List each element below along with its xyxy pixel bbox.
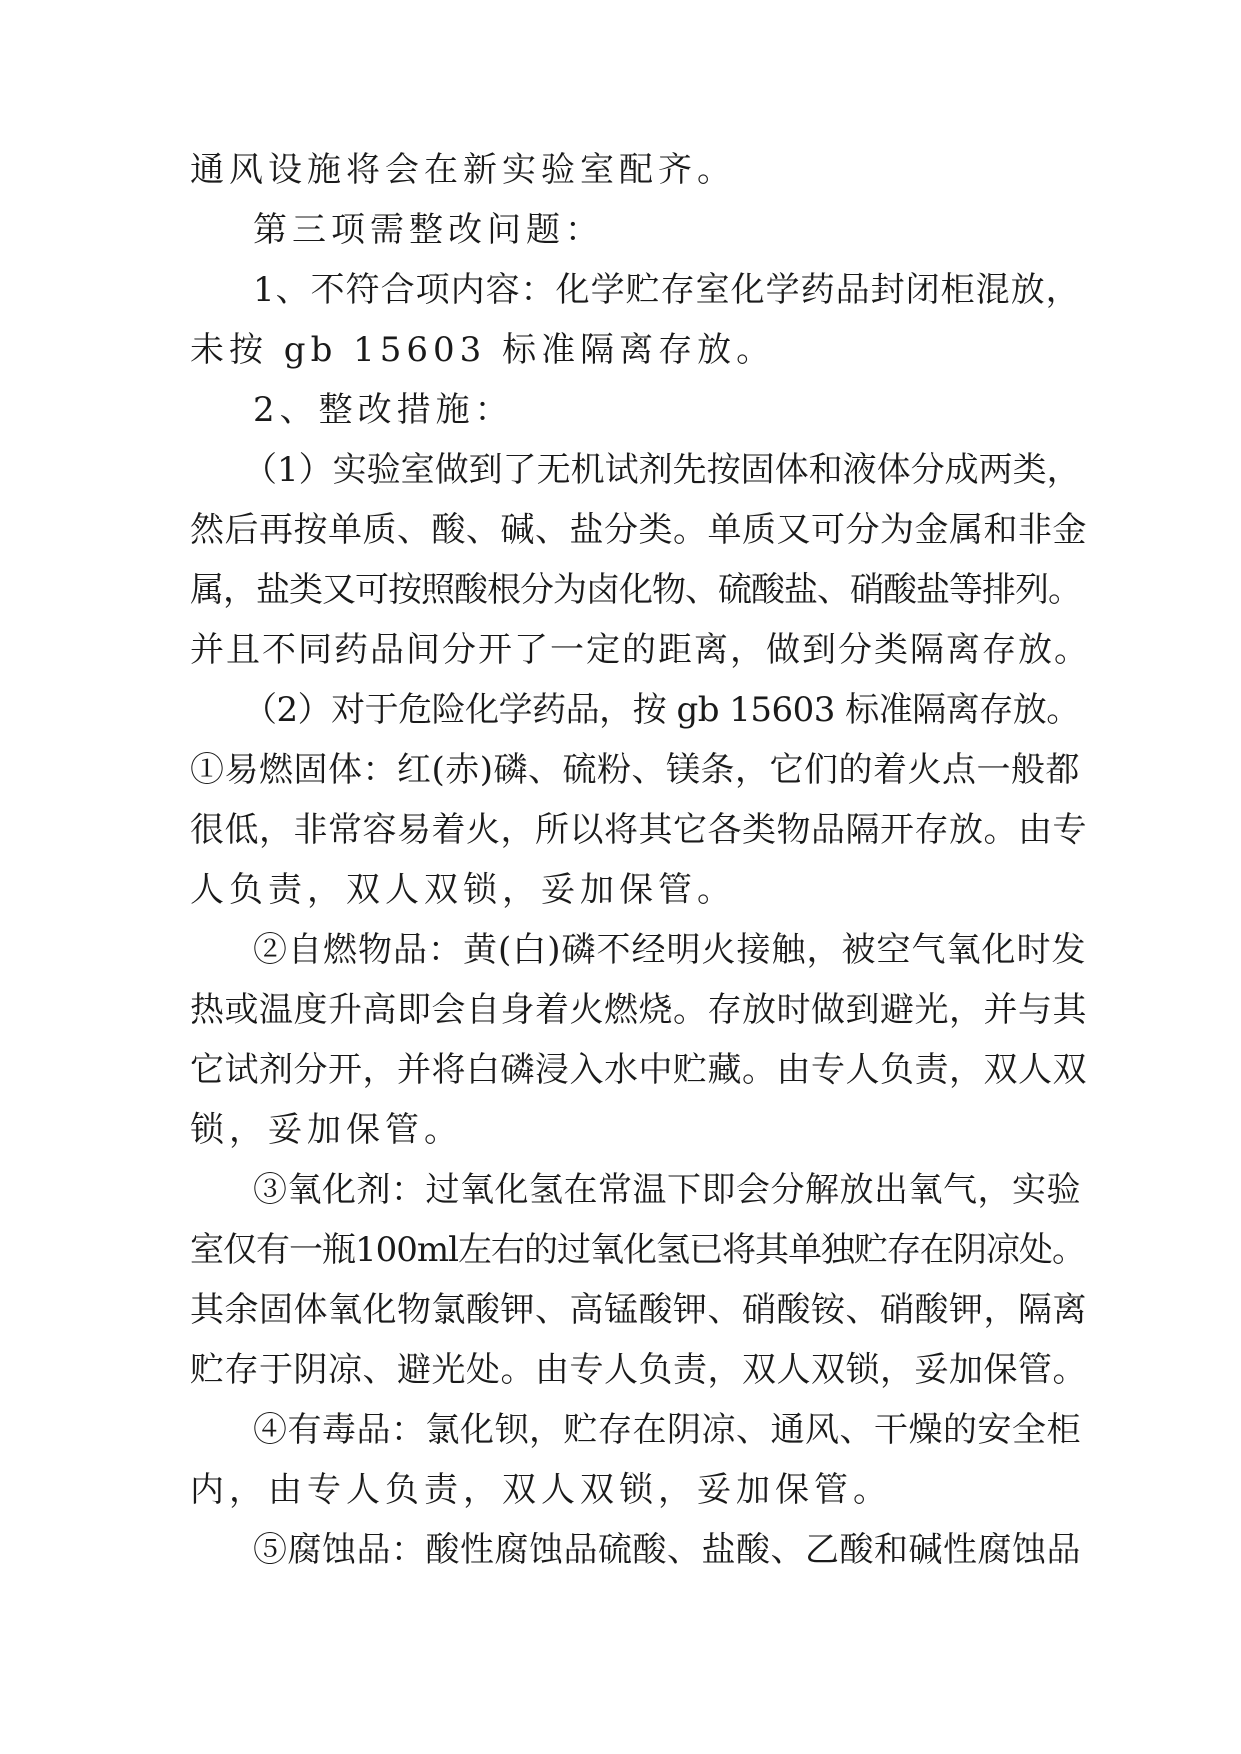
text-line: 属，盐类又可按照酸根分为卤化物、硫酸盐、硝酸盐等排列。 bbox=[190, 570, 1081, 610]
text-line: 通风设施将会在新实验室配齐。 bbox=[190, 150, 736, 190]
text-line: （2）对于危险化学药品，按 gb 15603 标准隔离存放。 bbox=[243, 690, 1080, 730]
text-line: ②自燃物品：黄(白)磷不经明火接触，被空气氧化时发 bbox=[253, 930, 1087, 970]
text-line: 贮存于阴凉、避光处。由专人负责，双人双锁，妥加保管。 bbox=[190, 1350, 1087, 1390]
text-line: 然后再按单质、酸、碱、盐分类。单质又可分为金属和非金 bbox=[190, 510, 1087, 550]
text-line: ③氧化剂：过氧化氢在常温下即会分解放出氧气，实验 bbox=[253, 1170, 1081, 1210]
text-line: 热或温度升高即会自身着火燃烧。存放时做到避光，并与其 bbox=[190, 990, 1087, 1030]
text-line: 2、整改措施： bbox=[253, 390, 514, 430]
text-line: ①易燃固体：红(赤)磷、硫粉、镁条，它们的着火点一般都 bbox=[190, 750, 1081, 790]
text-line: ⑤腐蚀品：酸性腐蚀品硫酸、盐酸、乙酸和碱性腐蚀品 bbox=[253, 1530, 1081, 1570]
text-line: （1）实验室做到了无机试剂先按固体和液体分成两类， bbox=[243, 450, 1081, 490]
text-line: 并且不同药品间分开了一定的距离，做到分类隔离存放。 bbox=[190, 630, 1090, 670]
text-line: 它试剂分开，并将白磷浸入水中贮藏。由专人负责，双人双 bbox=[190, 1050, 1087, 1090]
text-line: 人负责，双人双锁，妥加保管。 bbox=[190, 870, 736, 910]
text-line: ④有毒品：氯化钡，贮存在阴凉、通风、干燥的安全柜 bbox=[253, 1410, 1081, 1450]
text-line: 室仅有一瓶100ml左右的过氧化氢已将其单独贮存在阴凉处。 bbox=[190, 1230, 1086, 1270]
text-line: 很低，非常容易着火，所以将其它各类物品隔开存放。由专 bbox=[190, 810, 1087, 850]
text-line: 内，由专人负责，双人双锁，妥加保管。 bbox=[190, 1470, 892, 1510]
section-heading: 第三项需整改问题： bbox=[253, 210, 604, 250]
text-line: 其余固体氧化物氯酸钾、高锰酸钾、硝酸铵、硝酸钾，隔离 bbox=[190, 1290, 1087, 1330]
text-line: 1、不符合项内容：化学贮存室化学药品封闭柜混放， bbox=[253, 270, 1081, 310]
text-line: 锁，妥加保管。 bbox=[190, 1110, 463, 1150]
text-line: 未按 gb 15603 标准隔离存放。 bbox=[190, 330, 776, 370]
